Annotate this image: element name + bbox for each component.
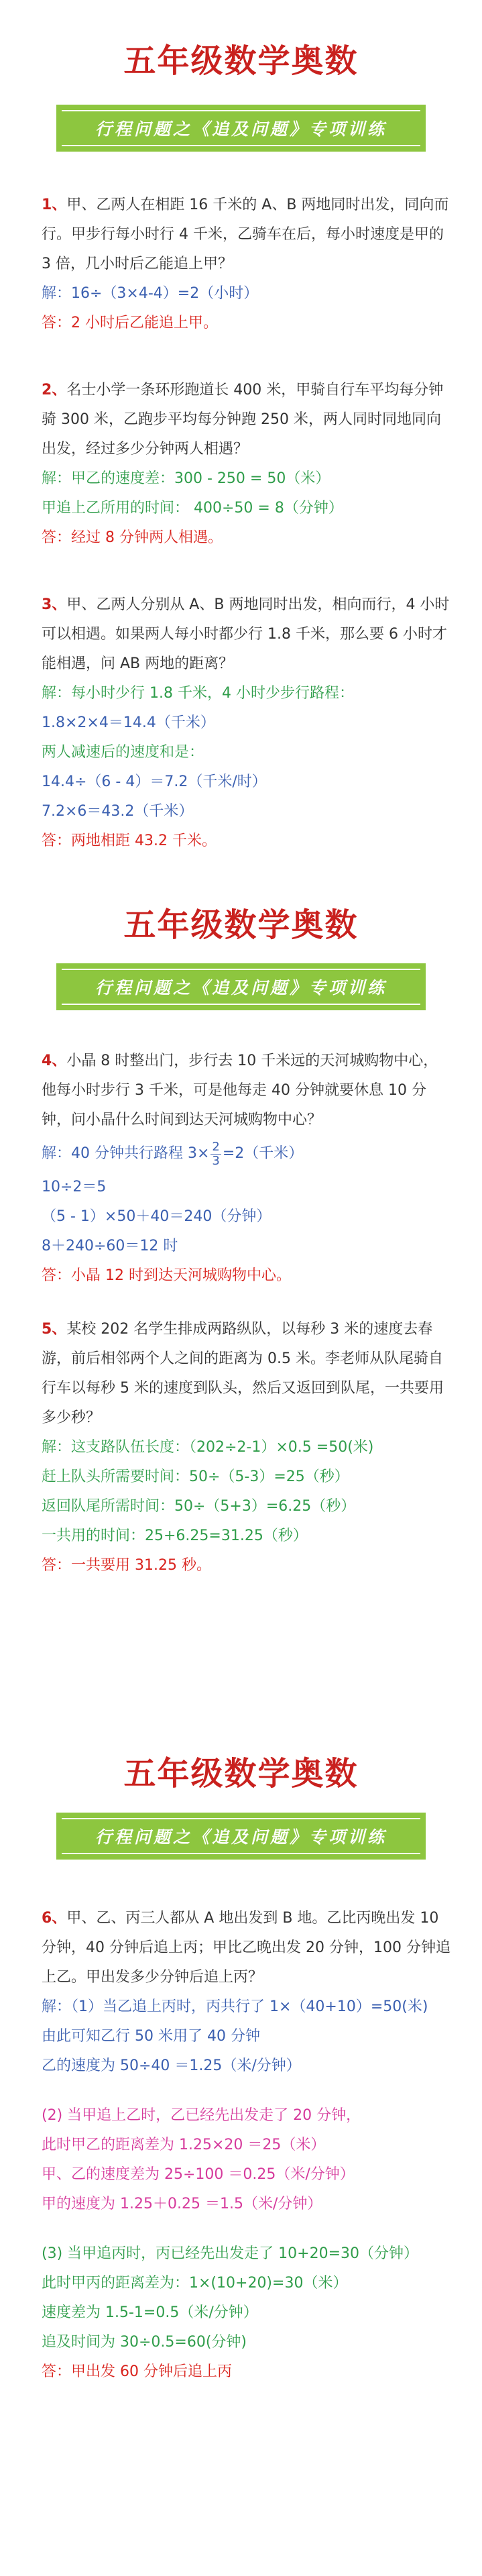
problem-4 <box>42 1046 450 1291</box>
answer-line: 答：一共要用 31.25 秒。 <box>42 1557 211 1574</box>
solution-line: 两人减速后的速度和是： <box>42 744 204 761</box>
solution-line: 由此可知乙行 50 米用了 40 分钟 <box>42 2028 260 2045</box>
topic-banner <box>56 105 426 152</box>
solution-line: 解：16÷（3×4-4）=2（小时） <box>42 285 259 302</box>
question-text: 甲、乙两人在相距 16 千米的 A、B 两地同时出发，同向而行。甲步行每小时行 4 千米，乙骑车在后，每小时速度是甲的 3 倍，几小时后乙能追上甲？ <box>42 197 449 272</box>
problem-1 <box>42 191 450 338</box>
solution-line: 乙的速度为 50÷40 ＝1.25（米/分钟） <box>42 2057 301 2074</box>
question-text: 甲、乙、丙三人都从 A 地出发到 B 地。乙比丙晚出发 10 分钟，40 分钟后追上丙；甲比乙晚出发 20 分钟，100 分钟追上乙。甲出发多少分钟后追上丙？ <box>42 1910 450 1986</box>
solution-line: 解：甲乙的速度差：300 - 250 = 50（米） <box>42 470 330 487</box>
answer-line: 答：经过 8 分钟两人相遇。 <box>42 529 223 546</box>
question-text: 某校 202 名学生排成两路纵队，以每秒 3 米的速度去春游，前后相邻两个人之间的距离为 0.5 米。李老师从队尾骑自行车以每秒 5 米的速度到队头，然后又返回到队尾，一共要用多少秒？ <box>42 1321 444 1426</box>
question-text: 小晶 8 时整出门，步行去 10 千米远的天河城购物中心，他每小时步行 3 千米，可是他每走 40 分钟就要休息 10 分钟，问小晶什么时间到达天河城购物中心？ <box>42 1053 438 1128</box>
page-title: 五年级数学奥数 <box>123 906 359 944</box>
problem-question <box>42 191 450 279</box>
solution-text: =2（千米） <box>222 1145 304 1162</box>
solution-text: 解：40 分钟共行路程 3× <box>42 1145 210 1162</box>
answer-line: 答：2 小时后乙能追上甲。 <box>42 315 218 331</box>
solution-line <box>42 1135 450 1173</box>
problem-question <box>42 1904 450 1992</box>
problem-5 <box>42 1315 450 1580</box>
fraction <box>210 1140 221 1168</box>
solution-line: 追及时间为 30÷0.5=60(分钟) <box>42 2334 247 2351</box>
solution-line: 返回队尾所需时间：50÷（5+3）=6.25（秒） <box>42 1498 356 1515</box>
solution-line: 甲追上乙所用的时间： 400÷50 = 8（分钟） <box>42 500 343 517</box>
answer-line: 答：甲出发 60 分钟后追上丙 <box>42 2363 232 2380</box>
solution-line: 一共用的时间：25+6.25=31.25（秒） <box>42 1527 308 1544</box>
solution-line: 此时甲丙的距离差为：1×(10+20)=30（米） <box>42 2275 348 2292</box>
problem-number: 3、 <box>42 596 67 613</box>
page-title: 五年级数学奥数 <box>123 1755 359 1792</box>
solution-line: 此时甲乙的距离差为 1.25×20 ＝25（米） <box>42 2137 326 2153</box>
problem-6 <box>42 1904 450 2387</box>
page-title: 五年级数学奥数 <box>123 42 359 80</box>
solution-line: 8＋240÷60＝12 时 <box>42 1238 178 1254</box>
fraction-numerator: 2 <box>212 1139 220 1154</box>
solution-line: 解：（1）当乙追上丙时，丙共行了 1×（40+10）=50(米) <box>42 1998 428 2015</box>
solution-line: 10÷2＝5 <box>42 1179 107 1195</box>
spacer <box>42 2081 450 2101</box>
solution-line: 解：这支路队伍长度：（202÷2-1）×0.5 =50(米) <box>42 1439 374 1456</box>
solution-line: （5 - 1）×50＋40＝240（分钟） <box>42 1208 272 1225</box>
topic-banner-text: 行程问题之《追及问题》专项训练 <box>95 119 387 139</box>
problem-question <box>42 590 450 679</box>
solution-line: (3) 当甲追丙时，丙已经先出发走了 10+20=30（分钟） <box>42 2245 419 2262</box>
topic-banner-text: 行程问题之《追及问题》专项训练 <box>95 978 387 998</box>
solution-line: 赶上队头所需要时间：50÷（5-3）=25（秒） <box>42 1468 349 1485</box>
solution-line: 甲、乙的速度差为 25÷100 ＝0.25（米/分钟） <box>42 2166 355 2183</box>
problem-question <box>42 1315 450 1433</box>
topic-banner <box>56 1813 426 1860</box>
answer-line: 答：两地相距 43.2 千米。 <box>42 833 217 849</box>
solution-line: 1.8×2×4＝14.4（千米） <box>42 714 215 731</box>
solution-line: (2) 当甲追上乙时，乙已经先出发走了 20 分钟， <box>42 2107 361 2124</box>
solution-line: 7.2×6＝43.2（千米） <box>42 803 194 820</box>
problem-3 <box>42 590 450 856</box>
problem-number: 4、 <box>42 1053 67 1069</box>
problem-number: 5、 <box>42 1321 67 1338</box>
problem-number: 1、 <box>42 197 67 213</box>
answer-line: 答：小晶 12 时到达天河城购物中心。 <box>42 1267 291 1284</box>
topic-banner <box>56 963 426 1010</box>
topic-banner-text: 行程问题之《追及问题》专项训练 <box>95 1827 387 1847</box>
problem-number: 6、 <box>42 1910 67 1927</box>
problem-number: 2、 <box>42 382 67 398</box>
problem-2 <box>42 376 450 553</box>
spacer <box>42 2219 450 2239</box>
solution-line: 甲的速度为 1.25＋0.25 ＝1.5（米/分钟） <box>42 2196 322 2212</box>
problem-question <box>42 376 450 464</box>
fraction-denominator: 3 <box>212 1153 220 1168</box>
question-text: 名士小学一条环形跑道长 400 米，甲骑自行车平均每分钟骑 300 米，乙跑步平均每分钟跑 250 米，两人同时同地同向出发，经过多少分钟两人相遇？ <box>42 382 444 458</box>
solution-line: 解：每小时少行 1.8 千米，4 小时少步行路程： <box>42 685 354 702</box>
solution-line: 14.4÷（6 - 4）＝7.2（千米/时） <box>42 773 267 790</box>
question-text: 甲、乙两人分别从 A、B 两地同时出发，相向而行，4 小时可以相遇。如果两人每小时都少行 1.8 千米，那么要 6 小时才能相遇，问 AB 两地的距离？ <box>42 596 450 672</box>
problem-question <box>42 1046 450 1135</box>
solution-line: 速度差为 1.5-1=0.5（米/分钟） <box>42 2304 258 2321</box>
